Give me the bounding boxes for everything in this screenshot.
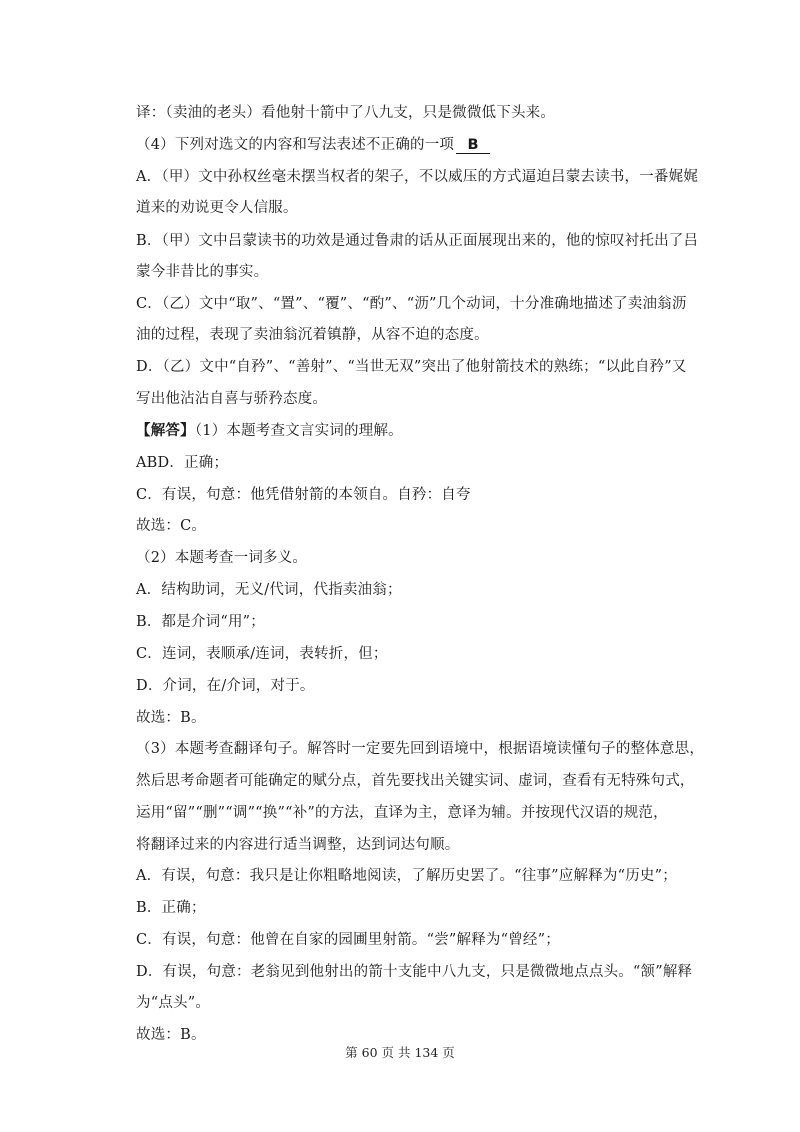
jieda-text: （1）本题考查文言实词的理解。 [194, 423, 403, 439]
option-b-line-2: 蒙今非昔比的事实。 [136, 264, 269, 280]
text-line: C．连词，表顺承/连词，表转折，但； [136, 646, 388, 662]
question-4-answer: B [456, 137, 490, 154]
text-line: A．结构助词，无义/代词，代指卖油翁； [136, 582, 402, 598]
option-b-line-1: B．（甲）文中吕蒙读书的功效是通过鲁肃的话从正面展现出来的，他的惊叹衬托出了吕 [136, 233, 699, 249]
option-c-line-2: 油的过程，表现了卖油翁沉着镇静，从容不迫的态度。 [136, 327, 489, 343]
text-line: 将翻译过来的内容进行适当调整，达到词达句顺。 [136, 837, 460, 853]
question-4-text: （4）下列对选文的内容和写法表述不正确的一项 [136, 137, 455, 153]
text-line: 运用“留”“删”“调”“换”“补”的方法，直译为主，意译为辅。并按现代汉语的规范， [136, 805, 668, 821]
text-line: 故选：B。 [136, 1027, 206, 1043]
option-a-line-1: A．（甲）文中孙权丝毫未摆当权者的架子，不以威压的方式逼迫吕蒙去读书，一番娓娓 [136, 169, 699, 185]
text-line: 为“点头”。 [136, 995, 211, 1011]
text-line: 译：（卖油的老头）看他射十箭中了八九支，只是微微低下头来。 [136, 105, 556, 121]
option-d-line-1: D．（乙）文中“自矜”、“善射”、“当世无双”突出了他射箭技术的熟练；“以此自矜”又 [136, 359, 687, 375]
text-line: D．有误，句意：老翁见到他射出的箭十支能中八九支，只是微微地点点头。“颔”解释 [136, 964, 693, 980]
text-line: （3）本题考查翻译句子。解答时一定要先回到语境中，根据语境读懂句子的整体意思， [136, 741, 705, 757]
text-line: B．正确； [136, 900, 206, 916]
text-line: D．介词，在/介词，对于。 [136, 678, 315, 694]
text-line: 然后思考命题者可能确定的赋分点，首先要找出关键实词、虚词，查看有无特殊句式， [136, 773, 695, 789]
question-4-line [136, 135, 676, 155]
jieda-line [136, 421, 676, 441]
text-line: A．有误，句意：我只是让你粗略地阅读，了解历史罢了。“往事”应解释为“历史”； [136, 868, 677, 884]
text-line: C．有误，句意：他曾在自家的园圃里射箭。“尝”解释为“曾经”； [136, 932, 560, 948]
text-line: 故选：C。 [136, 518, 207, 534]
text-line: （2）本题考查一词多义。 [136, 550, 308, 566]
option-d-line-2: 写出他沾沾自喜与骄矜态度。 [136, 391, 328, 407]
option-c-line-1: C．（乙）文中“取”、“置”、“覆”、“酌”、“沥”几个动词，十分准确地描述了卖油翁沥 [136, 296, 687, 312]
text-line: B．都是介词“用”； [136, 614, 265, 630]
text-line: ABD．正确； [136, 455, 229, 471]
text-line: 故选：B。 [136, 710, 206, 726]
jieda-label: 【解答】 [136, 422, 195, 439]
text-line: C．有误，句意：他凭借射箭的本领自。自矜：自夸 [136, 487, 471, 503]
page-footer: 第 60 页 共 134 页 [345, 1045, 455, 1060]
option-a-line-2: 道来的劝说更令人信服。 [136, 200, 298, 216]
